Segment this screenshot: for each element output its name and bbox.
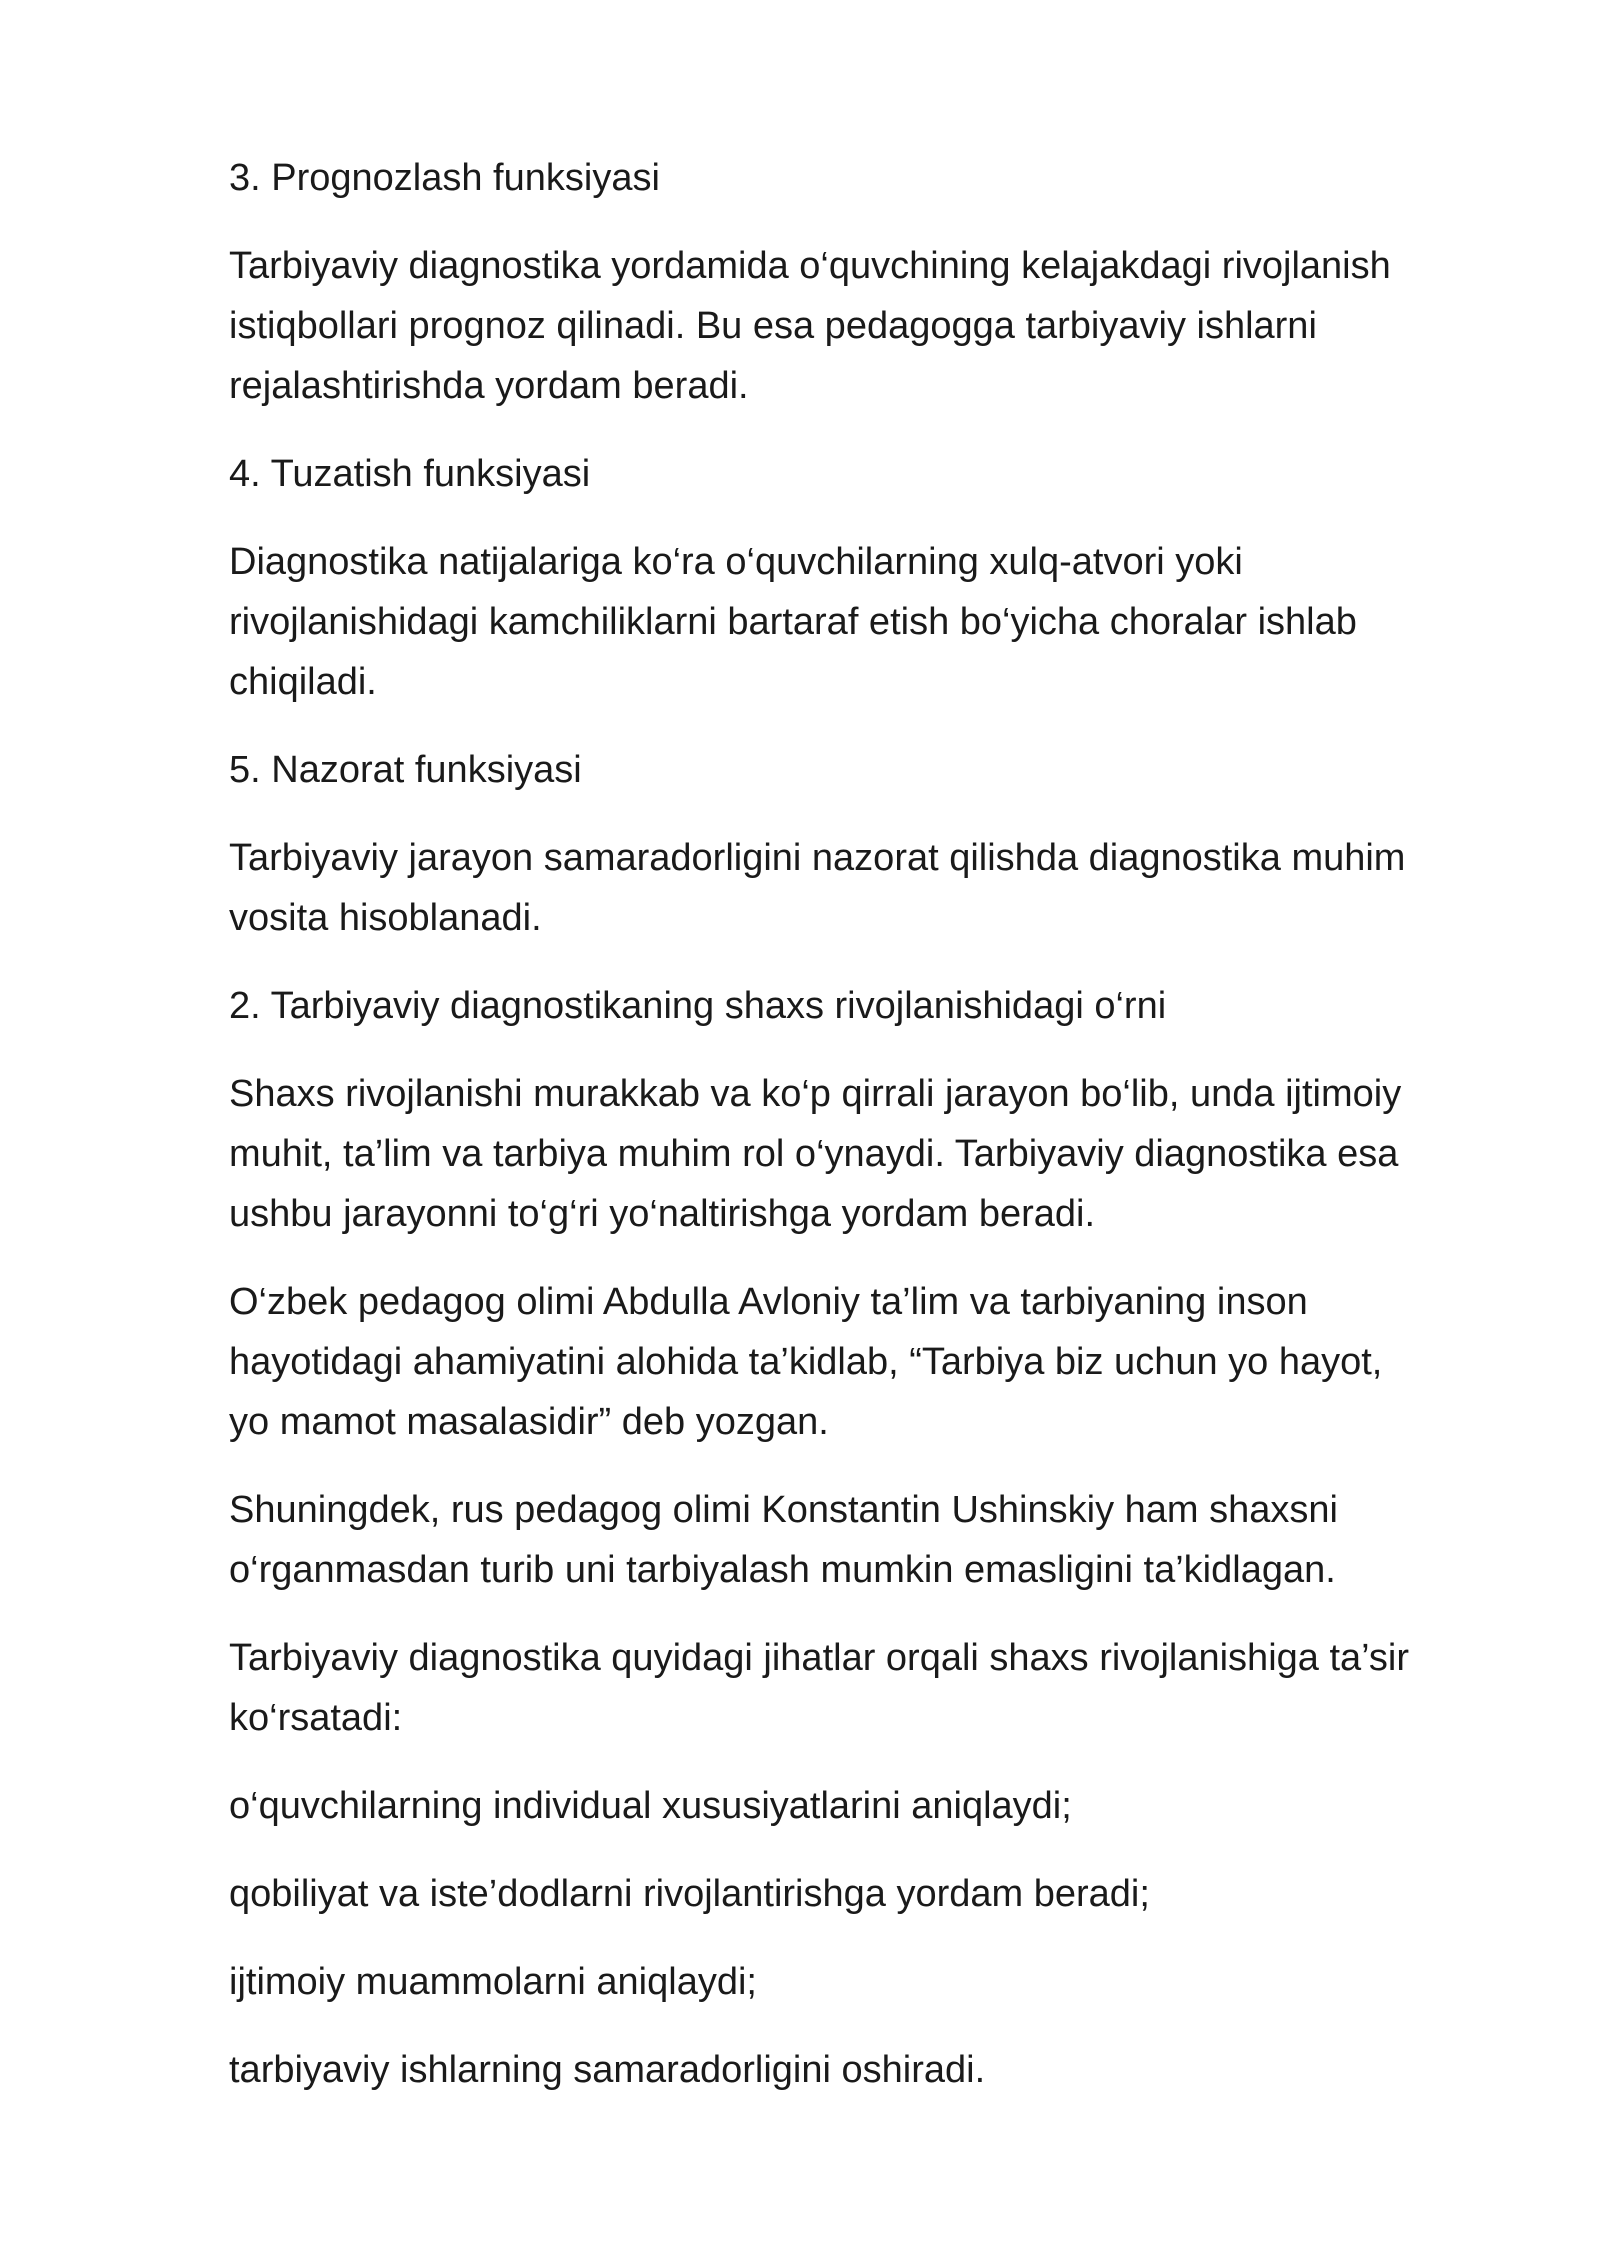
text-line: chiqiladi. <box>229 661 377 703</box>
text-line: istiqbollari prognoz qilinadi. Bu esa pedagogga tarbiyaviy ishlarni <box>229 305 1317 347</box>
heading-tuzatish <box>229 444 1489 504</box>
text-line: Tarbiyaviy jarayon samaradorligini nazorat qilishda diagnostika muhim <box>229 837 1406 879</box>
paragraph-shaxs-rivojlanishi <box>229 1064 1489 1244</box>
text-line: Shaxs rivojlanishi murakkab va ko‘p qirrali jarayon bo‘lib, unda ijtimoiy <box>229 1073 1402 1115</box>
heading-section-2 <box>229 976 1489 1036</box>
text-line: ijtimoiy muammolarni aniqlaydi; <box>229 1961 757 2003</box>
text-line: yo mamot masalasidir” deb yozgan. <box>229 1401 829 1443</box>
paragraph-jihatlar <box>229 1628 1489 1748</box>
text-line: Tarbiyaviy diagnostika yordamida o‘quvchining kelajakdagi rivojlanish <box>229 245 1391 287</box>
paragraph-prognozlash <box>229 236 1489 416</box>
text-line: ushbu jarayonni to‘g‘ri yo‘naltirishga yordam beradi. <box>229 1193 1096 1235</box>
text-line: muhit, ta’lim va tarbiya muhim rol o‘ynaydi. Tarbiyaviy diagnostika esa <box>229 1133 1399 1175</box>
text-line: 5. Nazorat funksiyasi <box>229 749 582 791</box>
text-line: vosita hisoblanadi. <box>229 897 542 939</box>
text-line: qobiliyat va iste’dodlarni rivojlantirishga yordam beradi; <box>229 1873 1150 1915</box>
list-item-qobiliyat <box>229 1864 1489 1924</box>
text-line: 2. Tarbiyaviy diagnostikaning shaxs rivojlanishidagi o‘rni <box>229 985 1167 1027</box>
text-line: hayotidagi ahamiyatini alohida ta’kidlab, “Tarbiya biz uchun yo hayot, <box>229 1341 1383 1383</box>
list-item-individual <box>229 1776 1489 1836</box>
list-item-ijtimoiy <box>229 1952 1489 2012</box>
text-line: 3. Prognozlash funksiyasi <box>229 157 660 199</box>
text-line: ko‘rsatadi: <box>229 1697 403 1739</box>
text-line: Tarbiyaviy diagnostika quyidagi jihatlar orqali shaxs rivojlanishiga ta’sir <box>229 1637 1410 1679</box>
text-line: rivojlanishidagi kamchiliklarni bartaraf etish bo‘yicha choralar ishlab <box>229 601 1357 643</box>
paragraph-avloniy <box>229 1272 1489 1452</box>
text-line: rejalashtirishda yordam beradi. <box>229 365 749 407</box>
paragraph-ushinskiy <box>229 1480 1489 1600</box>
text-line: o‘rganmasdan turib uni tarbiyalash mumkin emasligini ta’kidlagan. <box>229 1549 1336 1591</box>
heading-prognozlash <box>229 148 1489 208</box>
list-item-samaradorlik <box>229 2040 1489 2100</box>
text-line: tarbiyaviy ishlarning samaradorligini oshiradi. <box>229 2049 986 2091</box>
heading-nazorat <box>229 740 1489 800</box>
paragraph-nazorat <box>229 828 1489 948</box>
text-line: Diagnostika natijalariga ko‘ra o‘quvchilarning xulq-atvori yoki <box>229 541 1243 583</box>
paragraph-tuzatish <box>229 532 1489 712</box>
document-body <box>229 148 1489 2128</box>
text-line: Shuningdek, rus pedagog olimi Konstantin Ushinskiy ham shaxsni <box>229 1489 1338 1531</box>
text-line: 4. Tuzatish funksiyasi <box>229 453 591 495</box>
text-line: o‘quvchilarning individual xususiyatlarini aniqlaydi; <box>229 1785 1072 1827</box>
text-line: O‘zbek pedagog olimi Abdulla Avloniy ta’lim va tarbiyaning inson <box>229 1281 1308 1323</box>
